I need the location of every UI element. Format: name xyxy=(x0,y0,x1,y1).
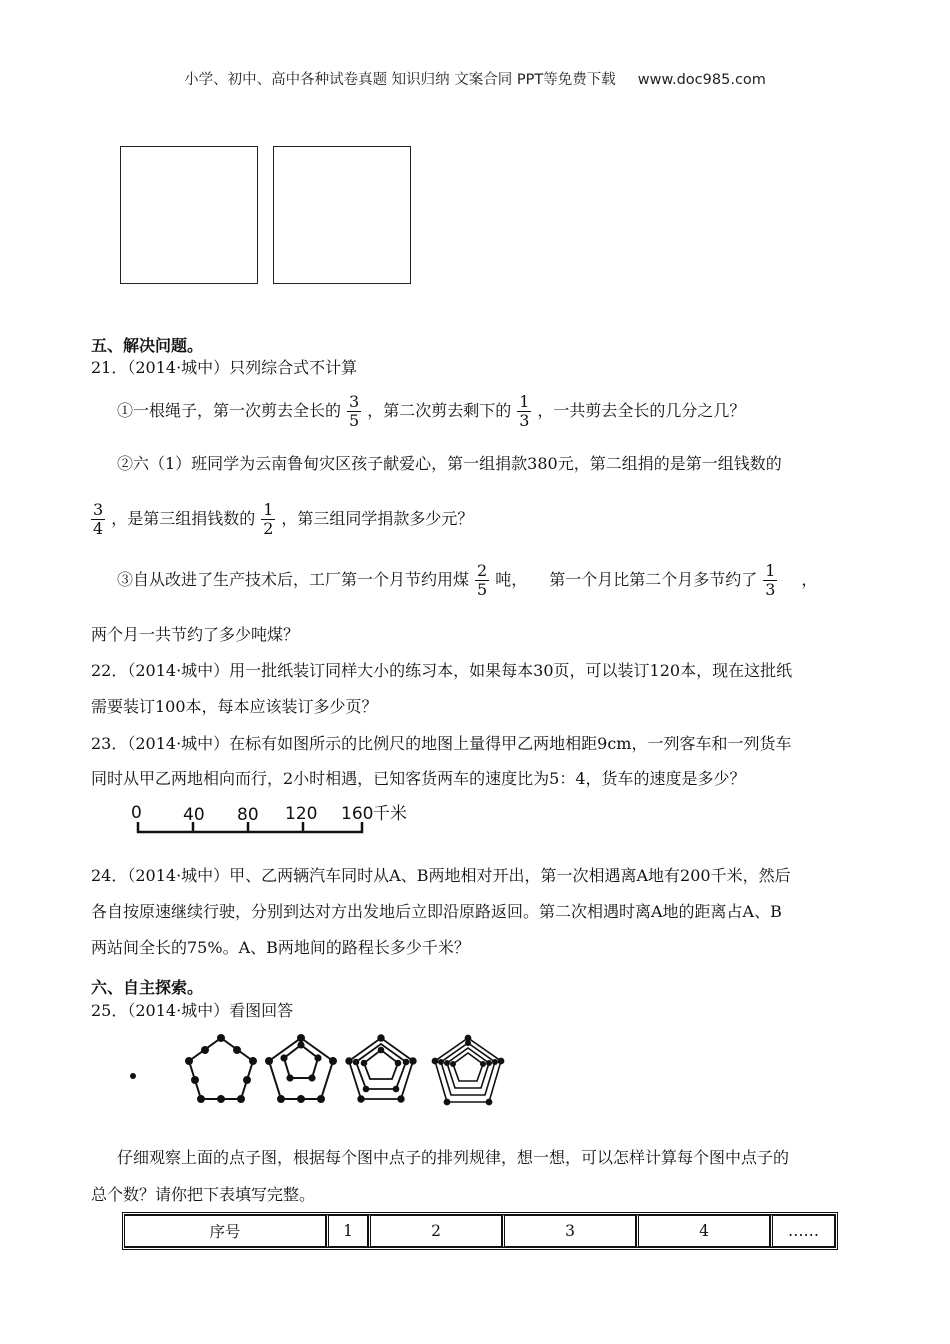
q21-part2-line2 xyxy=(85,501,473,538)
q22-line2: 需要装订100本，每本应该装订多少页？ xyxy=(91,697,378,716)
q21-part3-line2: 两个月一共节约了多少吨煤？ xyxy=(91,625,300,644)
q21-part2-line1: ②六（1）班同学为云南鲁甸灾区孩子献爱心，第一组捐款380元，第二组捐的是第一组钱数的 xyxy=(117,454,782,473)
blank-box-left xyxy=(120,146,258,284)
blank-box-right xyxy=(273,146,411,284)
fraction-1-3b: $\frac{1}{3}$ xyxy=(765,561,776,599)
dot-figure-4 xyxy=(346,1035,416,1102)
q21-part3-line1 xyxy=(117,562,817,599)
page-header xyxy=(0,68,950,89)
q25-label: 25．（2014·城中）看图回答 xyxy=(91,1001,294,1020)
fraction-1-2: $\frac{1}{2}$ xyxy=(263,500,274,538)
table-cell-seq: 序号 xyxy=(125,1215,326,1247)
q23-line1: 23．（2014·城中）在标有如图所示的比例尺的地图上量得甲乙两地相距9cm，一列客车和一列货车 xyxy=(91,734,792,753)
q21-p3-b: 吨， xyxy=(495,570,528,589)
scale-label-160: 160 xyxy=(341,804,374,824)
table-cell-2: 2 xyxy=(368,1215,502,1247)
fraction-2-5: $\frac{2}{5}$ xyxy=(477,561,488,599)
q21-p3-c: 第一个月比第二个月多节约了 xyxy=(549,570,758,589)
q25-para-line2: 总个数？请你把下表填写完整。 xyxy=(91,1185,316,1204)
scale-label-0: 0 xyxy=(131,803,142,823)
header-text: 小学、初中、高中各种试卷真题 知识归纳 文案合同 PPT等免费下载 xyxy=(184,72,616,88)
q21-p2-a: ，是第三组捐钱数的 xyxy=(111,509,256,528)
q22-line1: 22．（2014·城中）用一批纸装订同样大小的练习本，如果每本30页，可以装订120本，现在这批纸 xyxy=(91,661,793,680)
q24-line1: 24．（2014·城中）甲、乙两辆汽车同时从A、B两地相对开出，第一次相遇离A地有200千米，然后 xyxy=(91,866,791,885)
q24-line3: 两站间全长的75%。A、B两地间的路程长多少千米？ xyxy=(91,938,470,957)
fraction-3-5: $\frac{3}{5}$ xyxy=(349,392,360,430)
scale-label-40: 40 xyxy=(183,805,205,825)
section-5-title: 五、解决问题。 xyxy=(91,336,204,355)
fraction-1-3: $\frac{1}{3}$ xyxy=(519,392,530,430)
dot-figure-2 xyxy=(186,1035,256,1102)
q21-p1-a: ①一根绳子，第一次剪去全长的 xyxy=(117,401,342,420)
q24-line2: 各自按原速继续行驶，分别到达对方出发地后立即沿原路返回。第二次相遇时离A地的距离占A、B xyxy=(91,902,782,921)
q21-p1-b: ，第二次剪去剩下的 xyxy=(367,401,512,420)
q21-label: 21．（2014·城中）只列综合式不计算 xyxy=(91,358,358,377)
q21-p3-d: ， xyxy=(801,570,818,589)
table-cell-3: 3 xyxy=(502,1215,636,1247)
scale-label-80: 80 xyxy=(237,805,259,825)
table-cell-4: 4 xyxy=(636,1215,770,1247)
scale-label-120: 120 xyxy=(285,804,318,824)
dot-figure-3 xyxy=(266,1035,336,1102)
sequence-table xyxy=(122,1212,838,1250)
q21-p1-c: ，一共剪去全长的几分之几？ xyxy=(537,401,746,420)
header-url[interactable]: www.doc985.com xyxy=(637,72,766,88)
dot-pattern-figure xyxy=(120,1025,540,1110)
q23-line2: 同时从甲乙两地相向而行，2小时相遇，已知客货两车的速度比为5：4，货车的速度是多少？ xyxy=(91,769,746,788)
dot-figure-5 xyxy=(432,1035,503,1104)
section-6-title: 六、自主探索。 xyxy=(91,978,204,997)
table-cell-1: 1 xyxy=(326,1215,368,1247)
q25-para-line1: 仔细观察上面的点子图，根据每个图中点子的排列规律，想一想，可以怎样计算每个图中点子的 xyxy=(117,1148,790,1167)
scale-unit: 千米 xyxy=(373,804,407,824)
scale-bar-figure xyxy=(125,798,425,840)
q21-p2-b: ，第三组同学捐款多少元？ xyxy=(281,509,474,528)
q21-p3-a: ③自从改进了生产技术后，工厂第一个月节约用煤 xyxy=(117,570,470,589)
dot-figure-1 xyxy=(130,1073,136,1079)
q21-part1 xyxy=(117,393,745,430)
table-cell-ellipsis: …… xyxy=(770,1215,835,1247)
fraction-3-4: $\frac{3}{4}$ xyxy=(93,500,104,538)
table-header-row xyxy=(125,1215,835,1247)
